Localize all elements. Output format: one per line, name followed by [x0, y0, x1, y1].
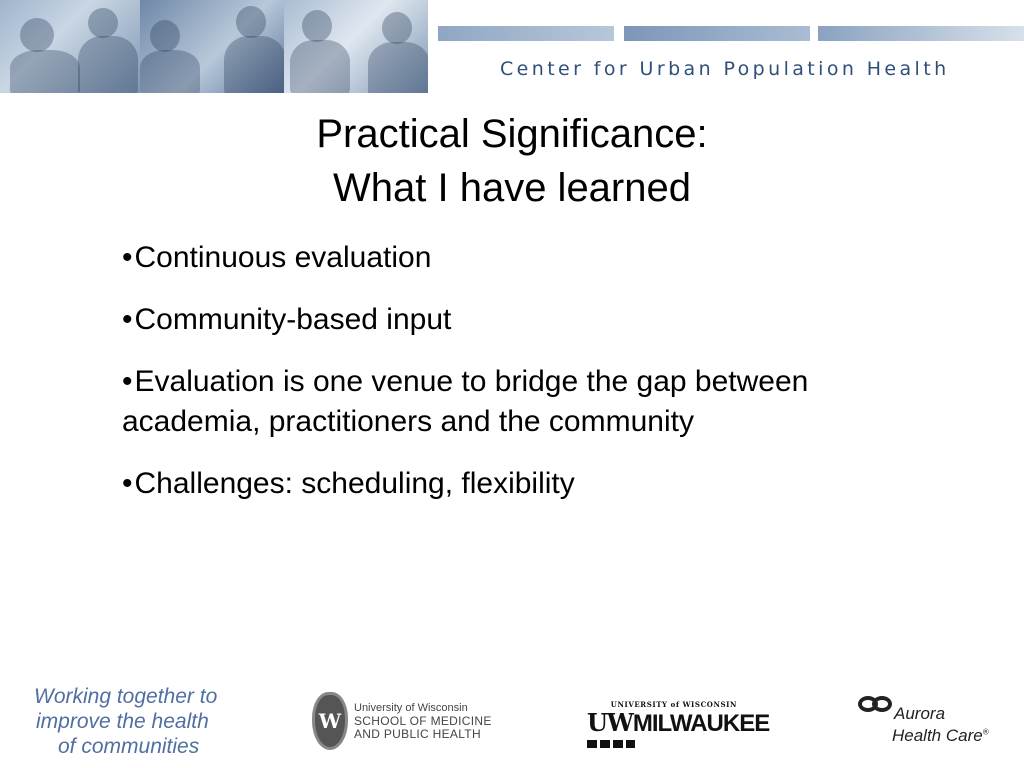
bullet-item [122, 464, 922, 504]
uw-smph-line-2: SCHOOL OF MEDICINE [354, 713, 492, 728]
aurora-mark-icon [858, 696, 896, 716]
tagline-line-3: of communities [58, 735, 200, 758]
uwm-uw: UW [587, 708, 633, 737]
header-bar-2 [624, 26, 810, 41]
bullet-marker: • [122, 241, 133, 274]
bullet-text: Evaluation is one venue to bridge the gap between academia, practitioners and the community [122, 365, 809, 438]
registered-mark: ® [982, 727, 989, 737]
bullet-item [122, 300, 922, 340]
uwm-top-text: UNIVERSITY of WISCONSIN [610, 700, 737, 709]
uw-school-of-medicine-logo [312, 692, 492, 750]
bullet-text: Community-based input [134, 303, 452, 336]
header-photo-2 [140, 0, 284, 93]
uwm-main-text [587, 708, 770, 738]
bullet-list [122, 238, 922, 526]
aurora-name-line-1: Aurora [894, 704, 946, 723]
bullet-marker: • [122, 467, 133, 500]
bullet-item [122, 362, 922, 442]
tagline-line-2: improve the health [36, 710, 209, 733]
bullet-item [122, 238, 922, 278]
organization-name: Center for Urban Population Health [500, 58, 950, 80]
uw-crest-icon [312, 692, 348, 750]
header-photo-1 [0, 0, 140, 93]
uw-milwaukee-logo [587, 700, 770, 748]
header-photo-strip [0, 0, 428, 93]
bullet-text: Challenges: scheduling, flexibility [134, 467, 575, 500]
slide-title-line-2: What I have learned [333, 166, 691, 210]
header-bar-3 [818, 26, 1024, 41]
uwm-waves-icon [587, 740, 635, 748]
uw-smph-line-1: University of Wisconsin [354, 701, 468, 714]
footer-tagline [34, 684, 217, 759]
aurora-line-2-text: Health Care [892, 726, 983, 745]
tagline-line-1: Working together to [34, 685, 218, 708]
header-photo-3 [284, 0, 428, 93]
header-bar-1 [438, 26, 614, 41]
bullet-marker: • [122, 365, 133, 398]
bullet-marker: • [122, 303, 133, 336]
uw-smph-text [354, 702, 492, 741]
crest-letter: W [318, 709, 342, 733]
aurora-name-line-2 [892, 726, 989, 746]
uwm-name: MILWAUKEE [632, 710, 770, 737]
bullet-text: Continuous evaluation [134, 241, 432, 274]
slide-title-line-1: Practical Significance: [316, 112, 708, 156]
uw-smph-line-3: AND PUBLIC HEALTH [354, 726, 481, 741]
